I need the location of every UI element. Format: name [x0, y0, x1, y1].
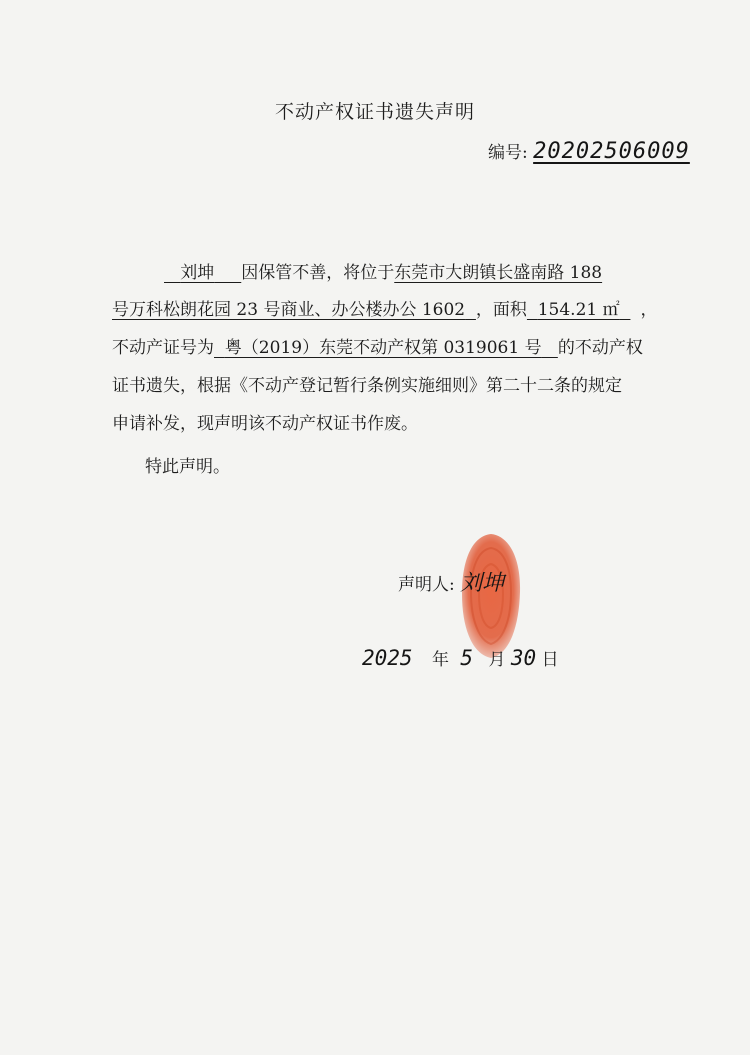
certificate-number: 粤（2019）东莞不动产权第 0319061 号	[224, 338, 542, 358]
body-line-5: 申请补发，现声明该不动产权证书作废。	[112, 414, 418, 434]
body-text-5: 的不动产权	[557, 338, 643, 358]
handwritten-signature: 刘坤	[460, 571, 505, 596]
declarant-name: 刘坤	[180, 263, 215, 283]
body-line-2	[112, 295, 657, 320]
year-unit: 年	[431, 650, 449, 670]
declarant-label: 声明人:	[398, 575, 455, 595]
signature-date	[362, 645, 559, 670]
body-line-1	[112, 258, 602, 283]
body-text-1: 因保管不善，将位于	[241, 263, 395, 283]
day-unit: 日	[541, 650, 559, 670]
number-value: 20202506009	[533, 139, 690, 164]
declarant-block	[398, 566, 504, 597]
date-year: 2025	[362, 646, 413, 670]
property-area: 154.21 ㎡	[537, 300, 620, 320]
property-address-2: 号万科松朗花园 23 号商业、办公楼办公 1602	[112, 300, 466, 320]
month-unit: 月	[488, 650, 506, 670]
document-title: 不动产权证书遗失声明	[274, 101, 475, 123]
body-text-4: 不动产证号为	[112, 338, 214, 358]
body-line-3	[112, 333, 643, 358]
date-day: 30	[510, 646, 537, 670]
date-month: 5	[460, 646, 474, 670]
body-text-2: ，面积	[475, 300, 527, 320]
closing-statement: 特此声明。	[145, 457, 230, 477]
body-text-3: ，	[640, 300, 658, 320]
number-label: 编号:	[488, 143, 528, 163]
document-number	[488, 138, 690, 164]
body-line-4: 证书遗失，根据《不动产登记暂行条例实施细则》第二十二条的规定	[112, 376, 622, 396]
property-address-1: 东莞市大朗镇长盛南路 188	[394, 263, 603, 283]
